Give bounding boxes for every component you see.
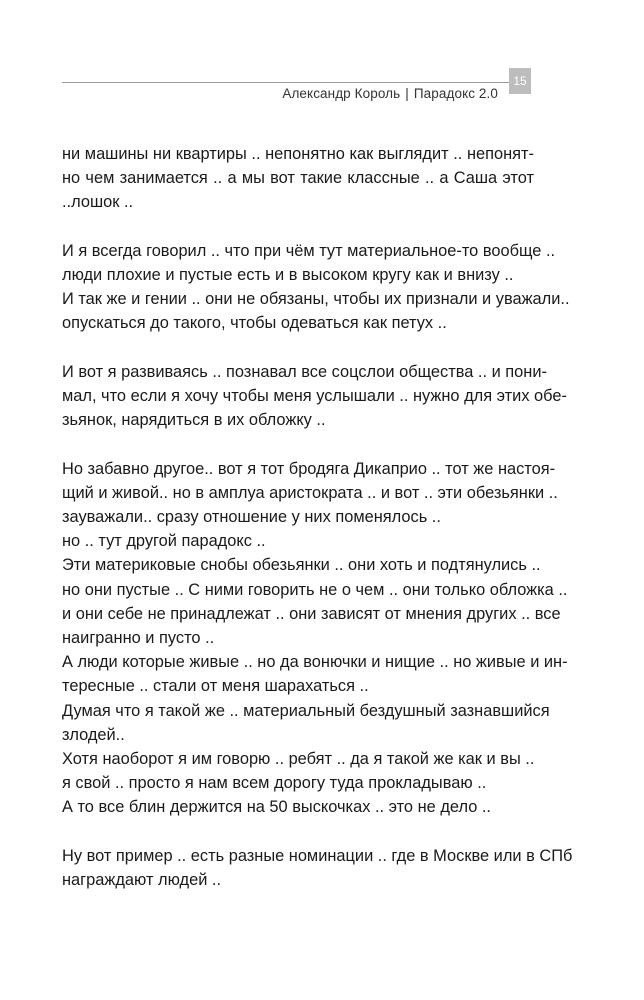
text-line: злодей.. (62, 725, 125, 744)
running-head (282, 86, 498, 101)
author-name: Александр Король (282, 86, 401, 101)
paragraph-gap (62, 432, 534, 456)
text-line: я свой .. просто я нам всем дорогу туда прокладываю .. (62, 774, 487, 793)
text-line: но .. тут другой парадокс .. (62, 532, 266, 551)
text-line: щий и живой.. но в амплуа аристократа .. и вот .. эти обезьянки .. (62, 483, 558, 502)
text-line: опускаться до такого, чтобы одеваться как петух .. (62, 314, 447, 333)
text-line: Хотя наоборот я им говорю .. ребят .. да я такой же как и вы .. (62, 750, 535, 769)
text-line: И вот я развиваясь .. познавал все соцслои общества .. и пони- (62, 362, 547, 381)
paragraph (62, 457, 568, 820)
text-line: И я всегда говорил .. что при чём тут материальное-то вообще .. (62, 241, 556, 260)
body-text (62, 142, 573, 892)
paragraph (62, 142, 534, 215)
paragraph-gap (62, 215, 534, 239)
text-line: А то все блин держится на 50 выскочках .. это не дело .. (62, 798, 491, 817)
paragraph (62, 360, 567, 433)
header-separator: | (405, 86, 409, 101)
paragraph-gap (62, 336, 534, 360)
text-line: зьянок, нарядиться в их обложку .. (62, 411, 326, 430)
text-line: но чем занимается .. а мы вот такие классные .. а Саша этот (62, 169, 534, 188)
header-rule (62, 82, 509, 83)
text-line: Но забавно другое.. вот я тот бродяга Дикаприо .. тот же настоя- (62, 459, 556, 478)
text-line: ни машины ни квартиры .. непонятно как выглядит .. непонят- (62, 145, 534, 163)
text-line: Думая что я такой же .. материальный бездушный зазнавшийся (62, 701, 550, 720)
text-line: и они себе не принадлежат .. они зависят от мнения других .. все (62, 604, 561, 623)
text-line: И так же и гении .. они не обязаны, чтобы их признали и уважали.. (62, 290, 570, 309)
paragraph (62, 844, 573, 892)
text-line: А люди которые живые .. но да вонючки и нищие .. но живые и ин- (62, 653, 568, 672)
text-line: Эти материковые снобы обезьянки .. они хоть и подтянулись .. (62, 556, 541, 575)
page-number: 15 (509, 68, 531, 94)
book-title: Парадокс 2.0 (413, 86, 498, 101)
text-line: награждают людей .. (62, 871, 222, 890)
text-line: Ну вот пример .. есть разные номинации .. где в Москве или в СПб (62, 846, 573, 865)
text-line: зауважали.. сразу отношение у них поменялось .. (62, 508, 441, 526)
text-line: ..лошок .. (62, 193, 134, 212)
text-line: но они пустые .. С ними говорить не о чем .. они только обложка .. (62, 580, 568, 599)
text-line: наигранно и пусто .. (62, 629, 215, 648)
text-line: люди плохие и пустые есть и в высоком кругу как и внизу .. (62, 266, 514, 284)
paragraph (62, 239, 570, 336)
paragraph-gap (62, 820, 534, 844)
text-line: мал, что если я хочу чтобы меня услышали .. нужно для этих обе- (62, 387, 567, 405)
text-line: тересные .. стали от меня шарахаться .. (62, 677, 369, 696)
